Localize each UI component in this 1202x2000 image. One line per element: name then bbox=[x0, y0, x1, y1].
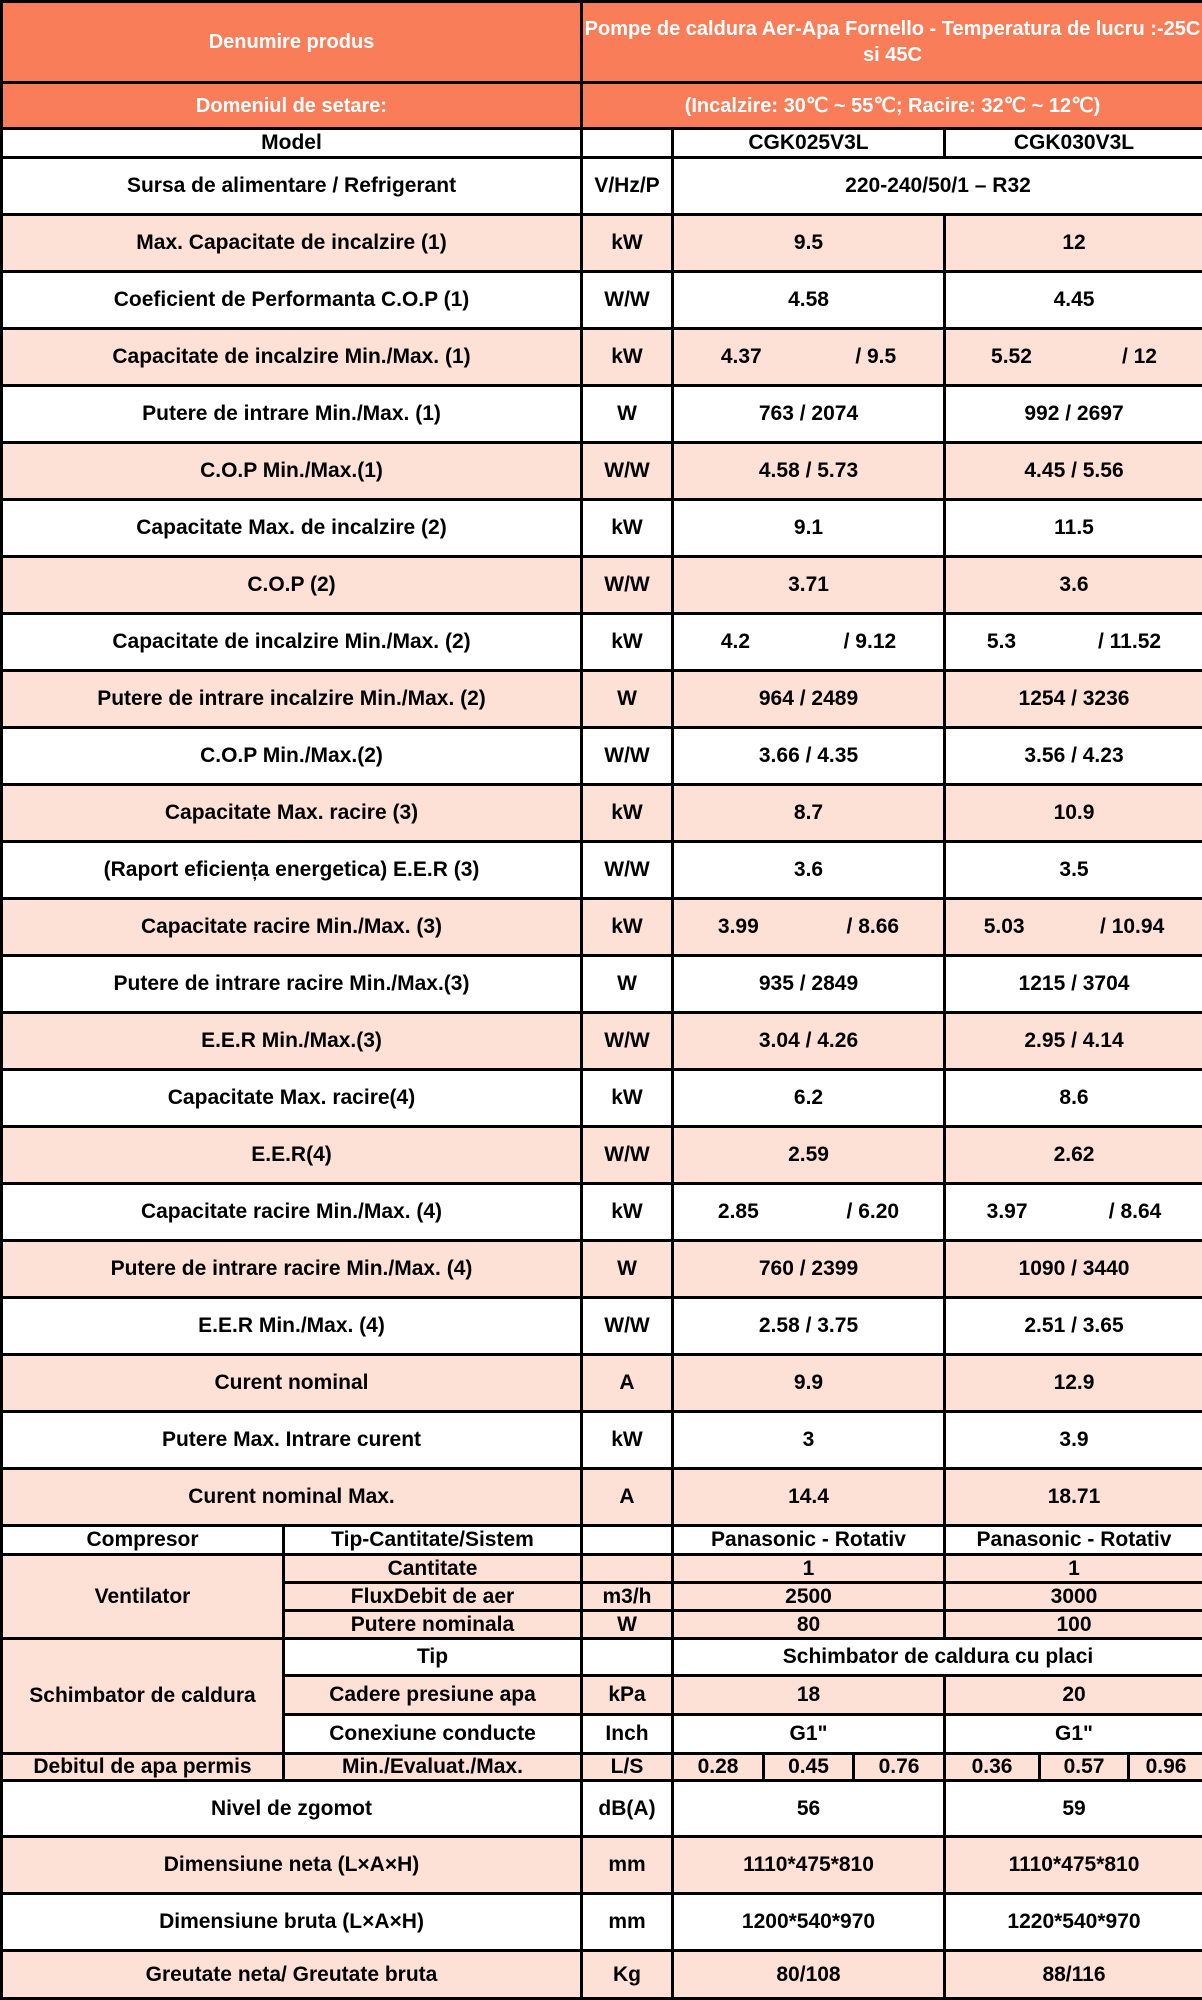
spec-value-2: 2.62 bbox=[946, 1128, 1202, 1182]
spec-value-1: 2.59 bbox=[674, 1128, 943, 1182]
spec-value-2-min: 5.3 bbox=[986, 630, 1017, 654]
spec-value-1: 6.2 bbox=[674, 1071, 943, 1125]
spec-value-1: 4.58 / 5.73 bbox=[674, 444, 943, 498]
fan-label: Ventilator bbox=[3, 1556, 282, 1637]
spec-value-1-min: 4.2 bbox=[720, 630, 751, 654]
spec-unit: W/W bbox=[583, 1014, 671, 1068]
spec-unit: dB(A) bbox=[583, 1782, 671, 1835]
spec-label: Capacitate de incalzire Min./Max. (2) bbox=[3, 615, 580, 669]
spec-unit: W bbox=[583, 957, 671, 1011]
spec-unit: W/W bbox=[583, 1299, 671, 1353]
spec-value-2-max: / 12 bbox=[1121, 345, 1157, 369]
spec-value-1-max: / 9.5 bbox=[855, 345, 897, 369]
exchanger-value-2: G1" bbox=[946, 1716, 1202, 1752]
spec-label: (Raport eficiența energetica) E.E.R (3) bbox=[3, 843, 580, 897]
exchanger-type-unit bbox=[583, 1640, 671, 1674]
water-flow-1-rated: 0.45 bbox=[765, 1755, 852, 1779]
spec-label: Putere de intrare Min./Max. (1) bbox=[3, 387, 580, 441]
spec-value-2: 10.9 bbox=[946, 786, 1202, 840]
spec-label: Capacitate de incalzire Min./Max. (1) bbox=[3, 330, 580, 384]
exchanger-sub-label: Cadere presiune apa bbox=[285, 1677, 580, 1713]
spec-value-2: 1254 / 3236 bbox=[946, 672, 1202, 726]
fan-value-2: 1 bbox=[946, 1556, 1202, 1581]
spec-unit: W bbox=[583, 672, 671, 726]
spec-label: C.O.P (2) bbox=[3, 558, 580, 612]
spec-value-merged: 220-240/50/1 – R32 bbox=[674, 159, 1202, 213]
exchanger-unit: Inch bbox=[583, 1716, 671, 1752]
spec-value-2 bbox=[946, 1185, 1202, 1239]
spec-value-2 bbox=[946, 900, 1202, 954]
spec-label: Capacitate Max. racire (3) bbox=[3, 786, 580, 840]
spec-value-2: 3.6 bbox=[946, 558, 1202, 612]
spec-value-2: 11.5 bbox=[946, 501, 1202, 555]
spec-value-1: 3.66 / 4.35 bbox=[674, 729, 943, 783]
spec-unit: kW bbox=[583, 786, 671, 840]
model-unit-spacer bbox=[583, 130, 671, 156]
spec-value-2: 4.45 bbox=[946, 273, 1202, 327]
spec-value-1: 763 / 2074 bbox=[674, 387, 943, 441]
spec-label: E.E.R Min./Max. (4) bbox=[3, 1299, 580, 1353]
spec-label: Capacitate racire Min./Max. (3) bbox=[3, 900, 580, 954]
spec-unit: V/Hz/P bbox=[583, 159, 671, 213]
spec-value-1 bbox=[674, 330, 943, 384]
exchanger-type-label: Tip bbox=[285, 1640, 580, 1674]
spec-value-2 bbox=[946, 615, 1202, 669]
spec-value-1: 3.04 / 4.26 bbox=[674, 1014, 943, 1068]
spec-unit: mm bbox=[583, 1895, 671, 1949]
spec-value-1-min: 3.99 bbox=[717, 915, 759, 939]
spec-value-1-min: 4.37 bbox=[720, 345, 762, 369]
model-name-1: CGK025V3L bbox=[674, 130, 943, 156]
spec-value-2: 18.71 bbox=[946, 1470, 1202, 1524]
spec-value-1: 9.1 bbox=[674, 501, 943, 555]
spec-label: Max. Capacitate de incalzire (1) bbox=[3, 216, 580, 270]
spec-value-1: 80/108 bbox=[674, 1952, 943, 1997]
spec-value-1-min: 2.85 bbox=[717, 1200, 759, 1224]
spec-value-2: 3.56 / 4.23 bbox=[946, 729, 1202, 783]
spec-value-2: 12.9 bbox=[946, 1356, 1202, 1410]
spec-label: Greutate neta/ Greutate bruta bbox=[3, 1952, 580, 1997]
spec-label: Dimensiune neta (L×A×H) bbox=[3, 1838, 580, 1892]
spec-value-1: 935 / 2849 bbox=[674, 957, 943, 1011]
spec-value-1: 3.6 bbox=[674, 843, 943, 897]
spec-label: Dimensiune bruta (L×A×H) bbox=[3, 1895, 580, 1949]
spec-value-1: 760 / 2399 bbox=[674, 1242, 943, 1296]
spec-unit: kW bbox=[583, 1185, 671, 1239]
setting-range-label: Domeniul de setare: bbox=[3, 84, 580, 127]
spec-value-2-max: / 8.64 bbox=[1108, 1200, 1162, 1224]
water-flow-2-max: 0.96 bbox=[1130, 1755, 1202, 1779]
spec-label: Putere de intrare racire Min./Max.(3) bbox=[3, 957, 580, 1011]
spec-value-2: 12 bbox=[946, 216, 1202, 270]
model-label: Model bbox=[3, 130, 580, 156]
fan-value-1: 80 bbox=[674, 1612, 943, 1637]
spec-value-1-max: / 8.66 bbox=[846, 915, 900, 939]
exchanger-value-2: 20 bbox=[946, 1677, 1202, 1713]
spec-unit: kW bbox=[583, 501, 671, 555]
fan-value-1: 2500 bbox=[674, 1584, 943, 1609]
water-flow-2-rated: 0.57 bbox=[1041, 1755, 1127, 1779]
fan-unit: m3/h bbox=[583, 1584, 671, 1609]
water-flow-1-min: 0.28 bbox=[674, 1755, 762, 1779]
spec-value-1: 2.58 / 3.75 bbox=[674, 1299, 943, 1353]
spec-value-2-max: / 11.52 bbox=[1097, 630, 1162, 654]
spec-value-1: 1110*475*810 bbox=[674, 1838, 943, 1892]
spec-label: Nivel de zgomot bbox=[3, 1782, 580, 1835]
spec-value-1: 14.4 bbox=[674, 1470, 943, 1524]
spec-value-2: 1220*540*970 bbox=[946, 1895, 1202, 1949]
spec-value-1: 3 bbox=[674, 1413, 943, 1467]
spec-value-2: 2.51 / 3.65 bbox=[946, 1299, 1202, 1353]
spec-value-1: 3.71 bbox=[674, 558, 943, 612]
spec-label: C.O.P Min./Max.(2) bbox=[3, 729, 580, 783]
compressor-unit bbox=[583, 1527, 671, 1553]
compressor-type-label: Tip-Cantitate/Sistem bbox=[285, 1527, 580, 1553]
spec-value-2: 4.45 / 5.56 bbox=[946, 444, 1202, 498]
spec-value-2: 3.5 bbox=[946, 843, 1202, 897]
spec-value-1: 56 bbox=[674, 1782, 943, 1835]
spec-label: Curent nominal Max. bbox=[3, 1470, 580, 1524]
spec-unit: W bbox=[583, 387, 671, 441]
spec-unit: W bbox=[583, 1242, 671, 1296]
water-flow-unit: L/S bbox=[583, 1755, 671, 1779]
spec-value-1: 8.7 bbox=[674, 786, 943, 840]
spec-label: Putere de intrare incalzire Min./Max. (2) bbox=[3, 672, 580, 726]
spec-value-1 bbox=[674, 1185, 943, 1239]
spec-value-1: 964 / 2489 bbox=[674, 672, 943, 726]
fan-sub-label: FluxDebit de aer bbox=[285, 1584, 580, 1609]
spec-value-1-max: / 9.12 bbox=[843, 630, 897, 654]
spec-value-1: 1200*540*970 bbox=[674, 1895, 943, 1949]
spec-value-2: 992 / 2697 bbox=[946, 387, 1202, 441]
spec-value-2: 1215 / 3704 bbox=[946, 957, 1202, 1011]
spec-value-2 bbox=[946, 330, 1202, 384]
water-flow-2-min: 0.36 bbox=[946, 1755, 1038, 1779]
exchanger-label: Schimbator de caldura bbox=[3, 1640, 282, 1752]
spec-unit: W/W bbox=[583, 558, 671, 612]
fan-value-2: 100 bbox=[946, 1612, 1202, 1637]
spec-unit: kW bbox=[583, 1071, 671, 1125]
fan-unit bbox=[583, 1556, 671, 1581]
water-flow-label: Debitul de apa permis bbox=[3, 1755, 282, 1779]
compressor-value-1: Panasonic - Rotativ bbox=[674, 1527, 943, 1553]
setting-range-value: (Incalzire: 30℃ ~ 55℃; Racire: 32℃ ~ 12℃) bbox=[583, 84, 1202, 127]
spec-label: Sursa de alimentare / Refrigerant bbox=[3, 159, 580, 213]
fan-unit: W bbox=[583, 1612, 671, 1637]
spec-label: Capacitate Max. racire(4) bbox=[3, 1071, 580, 1125]
spec-unit: Kg bbox=[583, 1952, 671, 1997]
fan-sub-label: Putere nominala bbox=[285, 1612, 580, 1637]
spec-value-2: 59 bbox=[946, 1782, 1202, 1835]
spec-unit: W/W bbox=[583, 273, 671, 327]
spec-value-1: 9.9 bbox=[674, 1356, 943, 1410]
compressor-label: Compresor bbox=[3, 1527, 282, 1553]
exchanger-type-value: Schimbator de caldura cu placi bbox=[674, 1640, 1202, 1674]
spec-label: Putere de intrare racire Min./Max. (4) bbox=[3, 1242, 580, 1296]
spec-value-1: 4.58 bbox=[674, 273, 943, 327]
product-name-label: Denumire produs bbox=[3, 3, 580, 81]
product-title: Pompe de caldura Aer-Apa Fornello - Temperatura de lucru :-25C si 45C bbox=[583, 3, 1202, 81]
spec-unit: W/W bbox=[583, 843, 671, 897]
fan-value-1: 1 bbox=[674, 1556, 943, 1581]
spec-value-2-min: 5.52 bbox=[991, 345, 1032, 369]
spec-label: Putere Max. Intrare curent bbox=[3, 1413, 580, 1467]
spec-unit: kW bbox=[583, 216, 671, 270]
spec-value-1 bbox=[674, 615, 943, 669]
fan-sub-label: Cantitate bbox=[285, 1556, 580, 1581]
spec-value-1 bbox=[674, 900, 943, 954]
spec-value-1: 9.5 bbox=[674, 216, 943, 270]
spec-value-1-max: / 6.20 bbox=[846, 1200, 900, 1224]
fan-value-2: 3000 bbox=[946, 1584, 1202, 1609]
spec-unit: A bbox=[583, 1356, 671, 1410]
spec-value-2: 1090 / 3440 bbox=[946, 1242, 1202, 1296]
spec-unit: A bbox=[583, 1470, 671, 1524]
exchanger-value-1: G1" bbox=[674, 1716, 943, 1752]
spec-value-2: 2.95 / 4.14 bbox=[946, 1014, 1202, 1068]
spec-value-2-min: 5.03 bbox=[983, 915, 1025, 939]
exchanger-unit: kPa bbox=[583, 1677, 671, 1713]
spec-unit: W/W bbox=[583, 729, 671, 783]
water-flow-sub-label: Min./Evaluat./Max. bbox=[285, 1755, 580, 1779]
spec-label: Capacitate Max. de incalzire (2) bbox=[3, 501, 580, 555]
spec-unit: kW bbox=[583, 615, 671, 669]
model-name-2: CGK030V3L bbox=[946, 130, 1202, 156]
water-flow-1-max: 0.76 bbox=[855, 1755, 943, 1779]
spec-label: Coeficient de Performanta C.O.P (1) bbox=[3, 273, 580, 327]
spec-label: Curent nominal bbox=[3, 1356, 580, 1410]
spec-unit: W/W bbox=[583, 444, 671, 498]
spec-value-2-min: 3.97 bbox=[986, 1200, 1028, 1224]
spec-unit: kW bbox=[583, 330, 671, 384]
spec-label: Capacitate racire Min./Max. (4) bbox=[3, 1185, 580, 1239]
spec-label: E.E.R(4) bbox=[3, 1128, 580, 1182]
spec-value-2: 88/116 bbox=[946, 1952, 1202, 1997]
spec-value-2: 1110*475*810 bbox=[946, 1838, 1202, 1892]
spec-label: C.O.P Min./Max.(1) bbox=[3, 444, 580, 498]
spec-label: E.E.R Min./Max.(3) bbox=[3, 1014, 580, 1068]
spec-unit: mm bbox=[583, 1838, 671, 1892]
exchanger-value-1: 18 bbox=[674, 1677, 943, 1713]
compressor-value-2: Panasonic - Rotativ bbox=[946, 1527, 1202, 1553]
spec-value-2: 3.9 bbox=[946, 1413, 1202, 1467]
spec-value-2: 8.6 bbox=[946, 1071, 1202, 1125]
exchanger-sub-label: Conexiune conducte bbox=[285, 1716, 580, 1752]
spec-value-2-max: / 10.94 bbox=[1100, 915, 1165, 939]
spec-unit: kW bbox=[583, 1413, 671, 1467]
spec-unit: W/W bbox=[583, 1128, 671, 1182]
spec-unit: kW bbox=[583, 900, 671, 954]
